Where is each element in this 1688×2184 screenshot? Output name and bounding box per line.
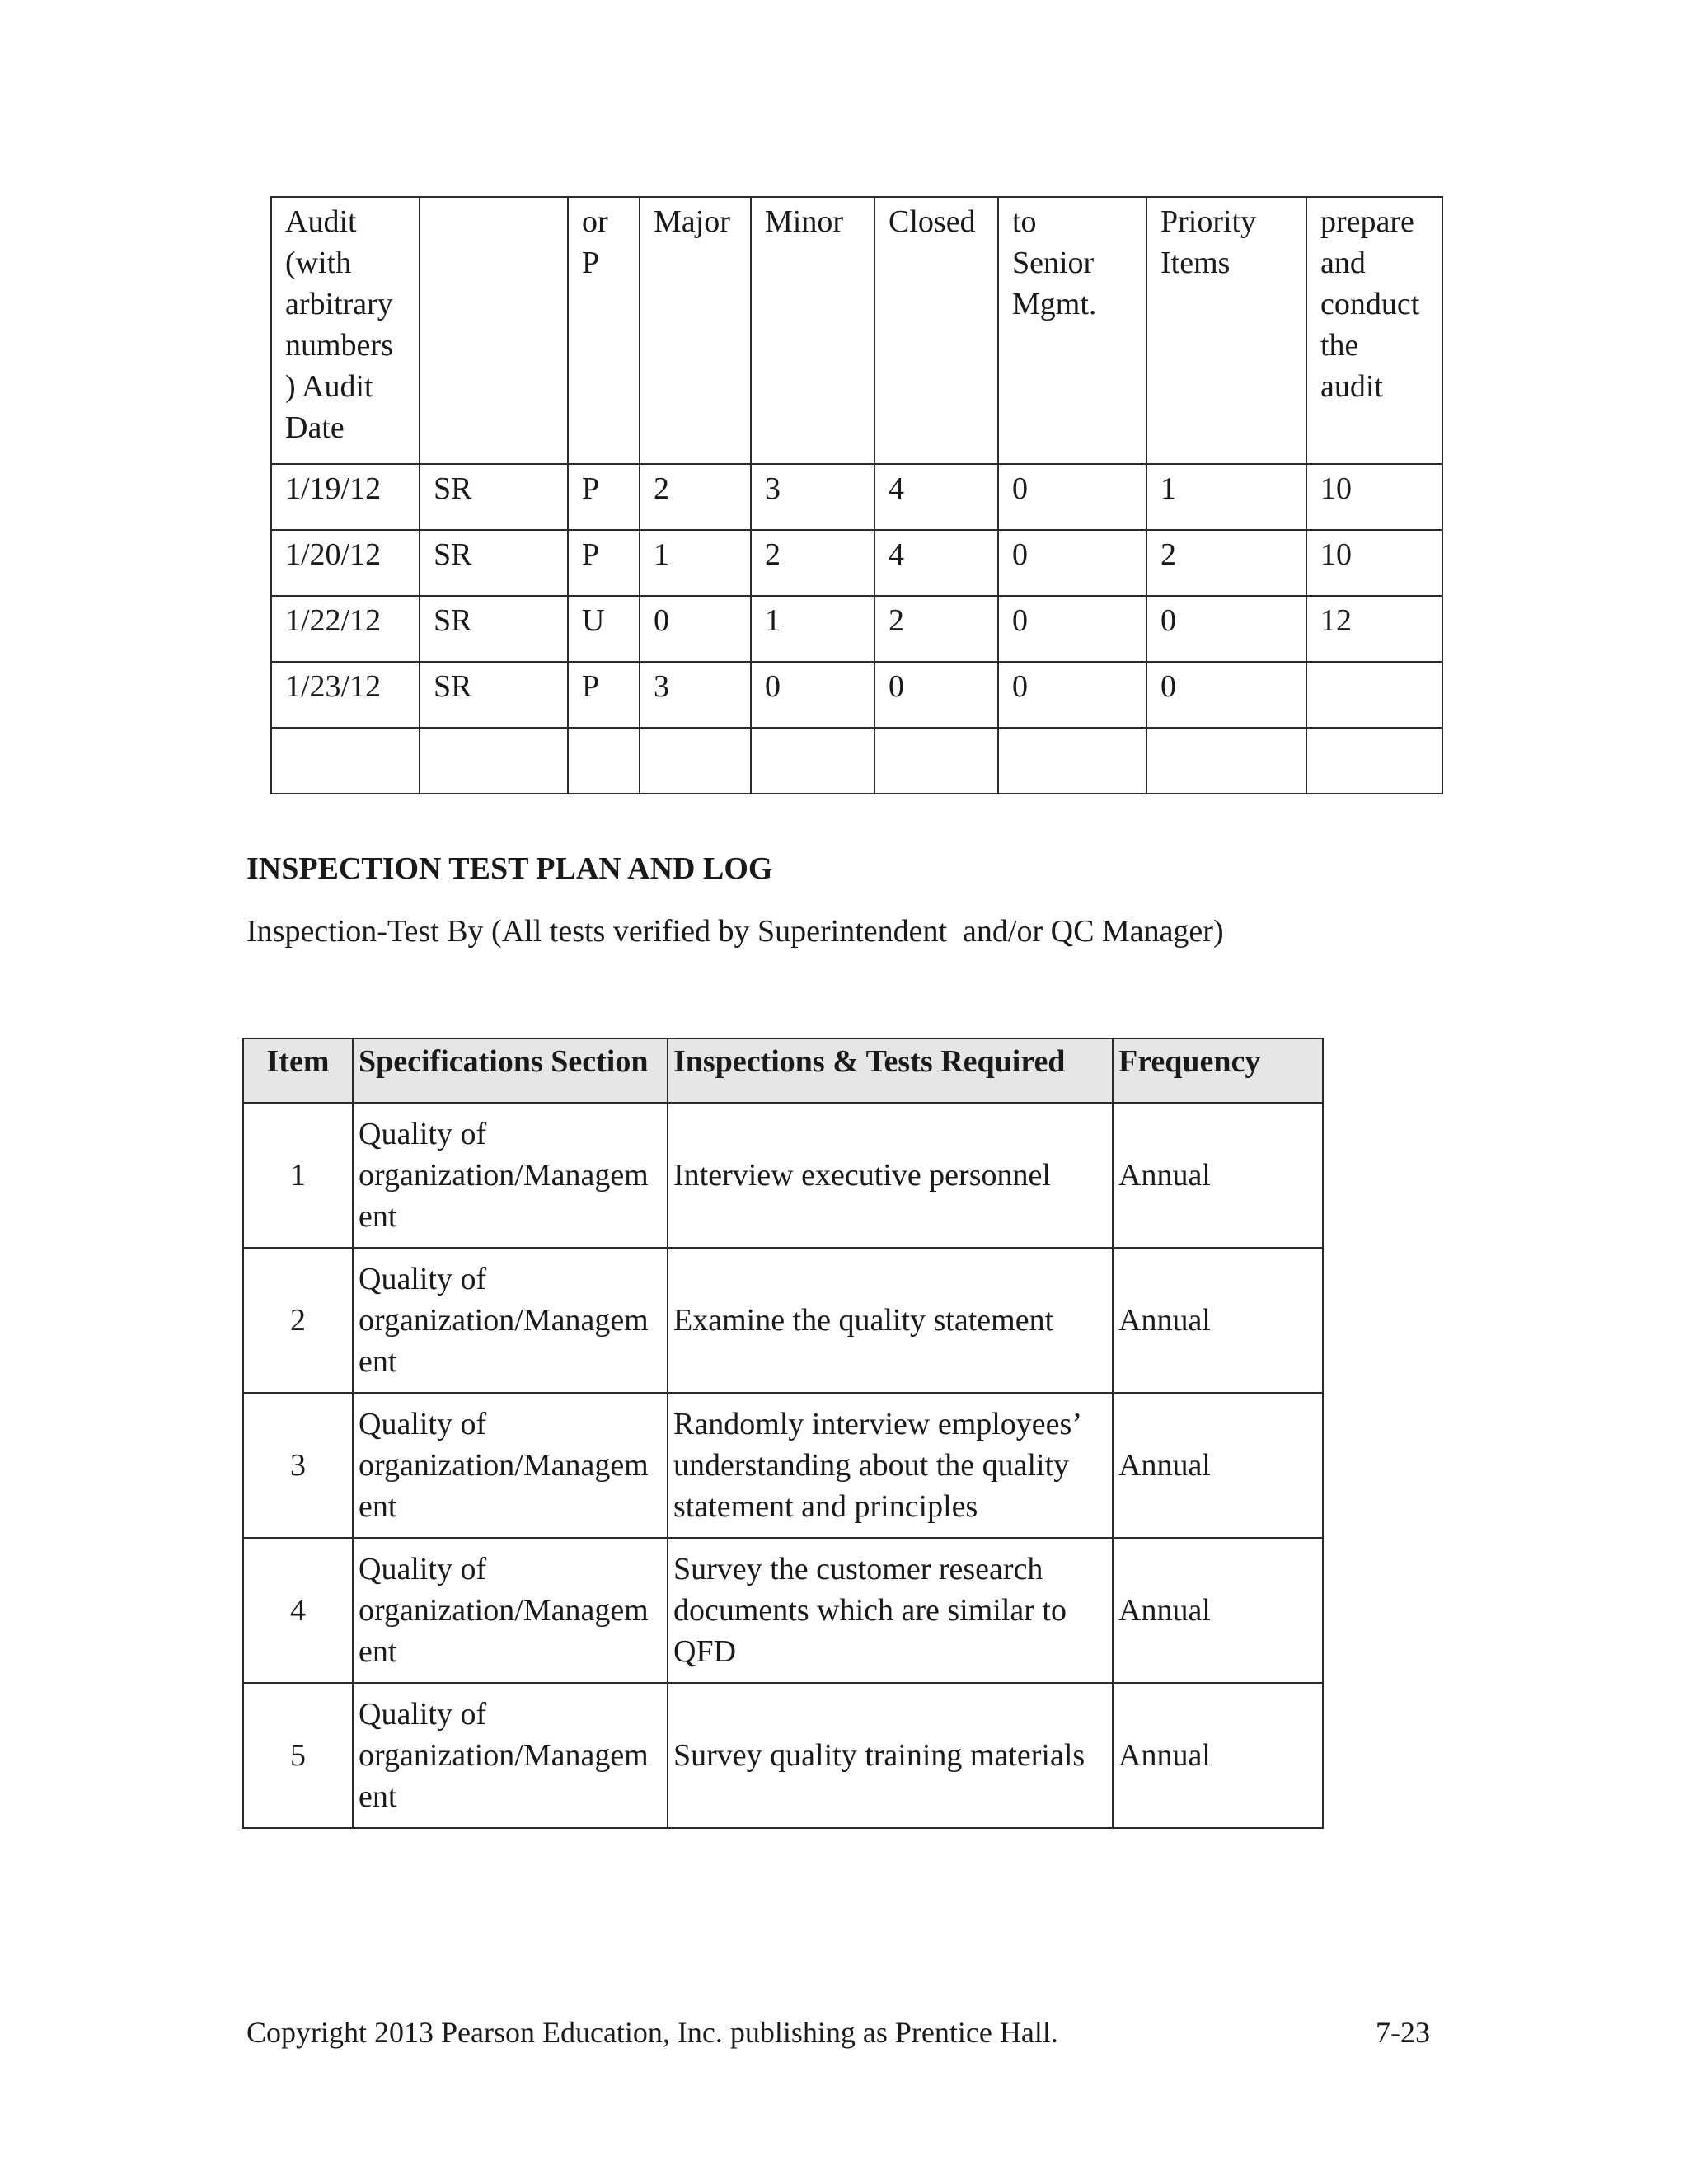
header-spec-section: Specifications Section xyxy=(353,1038,668,1103)
inspection-row xyxy=(243,1538,1323,1683)
audit-cell: 1 xyxy=(751,596,874,662)
audit-cell xyxy=(1306,662,1442,728)
inspection-item-number: 2 xyxy=(243,1248,353,1393)
audit-table-row xyxy=(271,530,1442,596)
audit-table-row xyxy=(271,662,1442,728)
audit-table-row xyxy=(271,464,1442,530)
inspection-frequency: Annual xyxy=(1113,1393,1323,1538)
audit-header-cell: prepare and conduct the audit xyxy=(1306,197,1442,464)
audit-header-cell: Closed xyxy=(874,197,998,464)
audit-cell xyxy=(1306,728,1442,794)
audit-cell: 0 xyxy=(751,662,874,728)
inspection-tests-required: Interview executive personnel xyxy=(668,1103,1113,1248)
inspection-item-number: 3 xyxy=(243,1393,353,1538)
audit-cell: SR xyxy=(420,662,568,728)
page-number: 7-23 xyxy=(1376,2016,1430,2049)
inspection-frequency: Annual xyxy=(1113,1103,1323,1248)
audit-cell: U xyxy=(568,596,640,662)
audit-cell: 1/20/12 xyxy=(271,530,420,596)
inspection-header-row xyxy=(243,1038,1323,1103)
section-subtitle: Inspection-Test By (All tests verified by Superintendent and/or QC Manager) xyxy=(246,914,1224,949)
inspection-frequency: Annual xyxy=(1113,1248,1323,1393)
audit-table xyxy=(270,196,1443,794)
audit-cell xyxy=(640,728,751,794)
inspection-tests-required: Examine the quality statement xyxy=(668,1248,1113,1393)
inspection-frequency: Annual xyxy=(1113,1538,1323,1683)
audit-cell: 1/19/12 xyxy=(271,464,420,530)
audit-cell: 0 xyxy=(998,464,1146,530)
audit-cell: 0 xyxy=(874,662,998,728)
audit-cell: 3 xyxy=(640,662,751,728)
audit-cell xyxy=(998,728,1146,794)
inspection-spec-section: Quality of organization/Managem ent xyxy=(353,1393,668,1538)
audit-cell: 1/22/12 xyxy=(271,596,420,662)
footer-copyright: Copyright 2013 Pearson Education, Inc. publishing as Prentice Hall. xyxy=(246,2016,1058,2049)
inspection-item-number: 1 xyxy=(243,1103,353,1248)
inspection-spec-section: Quality of organization/Managem ent xyxy=(353,1248,668,1393)
inspection-row xyxy=(243,1103,1323,1248)
audit-cell: 2 xyxy=(1146,530,1306,596)
audit-cell xyxy=(271,728,420,794)
audit-header-cell: Audit (with arbitrary numbers ) Audit Date xyxy=(271,197,420,464)
inspection-tests-required: Randomly interview employees’ understanding about the quality statement and principles xyxy=(668,1393,1113,1538)
inspection-item-number: 4 xyxy=(243,1538,353,1683)
audit-header-cell xyxy=(420,197,568,464)
audit-cell: SR xyxy=(420,530,568,596)
audit-cell: 1/23/12 xyxy=(271,662,420,728)
inspection-tests-required: Survey the customer research documents which are similar to QFD xyxy=(668,1538,1113,1683)
audit-cell xyxy=(751,728,874,794)
inspection-spec-section: Quality of organization/Managem ent xyxy=(353,1683,668,1828)
header-frequency: Frequency xyxy=(1113,1038,1323,1103)
audit-cell: P xyxy=(568,662,640,728)
header-item: Item xyxy=(243,1038,353,1103)
inspection-row xyxy=(243,1683,1323,1828)
audit-table-row-empty xyxy=(271,728,1442,794)
audit-header-cell: Minor xyxy=(751,197,874,464)
audit-cell: 10 xyxy=(1306,464,1442,530)
audit-cell: P xyxy=(568,530,640,596)
audit-cell xyxy=(568,728,640,794)
audit-table-row xyxy=(271,596,1442,662)
audit-header-cell: or P xyxy=(568,197,640,464)
audit-cell: 0 xyxy=(998,530,1146,596)
audit-header-cell: Priority Items xyxy=(1146,197,1306,464)
audit-cell: 0 xyxy=(998,662,1146,728)
audit-cell xyxy=(420,728,568,794)
audit-cell: 1 xyxy=(640,530,751,596)
audit-cell: 2 xyxy=(640,464,751,530)
inspection-tests-required: Survey quality training materials xyxy=(668,1683,1113,1828)
inspection-row xyxy=(243,1248,1323,1393)
section-title: INSPECTION TEST PLAN AND LOG xyxy=(246,851,773,886)
inspection-spec-section: Quality of organization/Managem ent xyxy=(353,1538,668,1683)
inspection-item-number: 5 xyxy=(243,1683,353,1828)
inspection-frequency: Annual xyxy=(1113,1683,1323,1828)
audit-cell: SR xyxy=(420,464,568,530)
audit-cell: 0 xyxy=(1146,596,1306,662)
audit-cell: 0 xyxy=(1146,662,1306,728)
audit-cell: SR xyxy=(420,596,568,662)
audit-cell: 1 xyxy=(1146,464,1306,530)
audit-cell: 12 xyxy=(1306,596,1442,662)
inspection-test-table xyxy=(242,1038,1324,1829)
audit-header-cell: to Senior Mgmt. xyxy=(998,197,1146,464)
audit-cell xyxy=(1146,728,1306,794)
header-inspections-required: Inspections & Tests Required xyxy=(668,1038,1113,1103)
audit-cell: 2 xyxy=(874,596,998,662)
inspection-row xyxy=(243,1393,1323,1538)
inspection-spec-section: Quality of organization/Managem ent xyxy=(353,1103,668,1248)
audit-cell: 0 xyxy=(998,596,1146,662)
audit-cell: 4 xyxy=(874,464,998,530)
audit-cell: 0 xyxy=(640,596,751,662)
audit-header-cell: Major xyxy=(640,197,751,464)
audit-cell: 3 xyxy=(751,464,874,530)
audit-cell: 4 xyxy=(874,530,998,596)
audit-header-row xyxy=(271,197,1442,464)
audit-cell: 2 xyxy=(751,530,874,596)
audit-cell xyxy=(874,728,998,794)
audit-cell: 10 xyxy=(1306,530,1442,596)
audit-cell: P xyxy=(568,464,640,530)
